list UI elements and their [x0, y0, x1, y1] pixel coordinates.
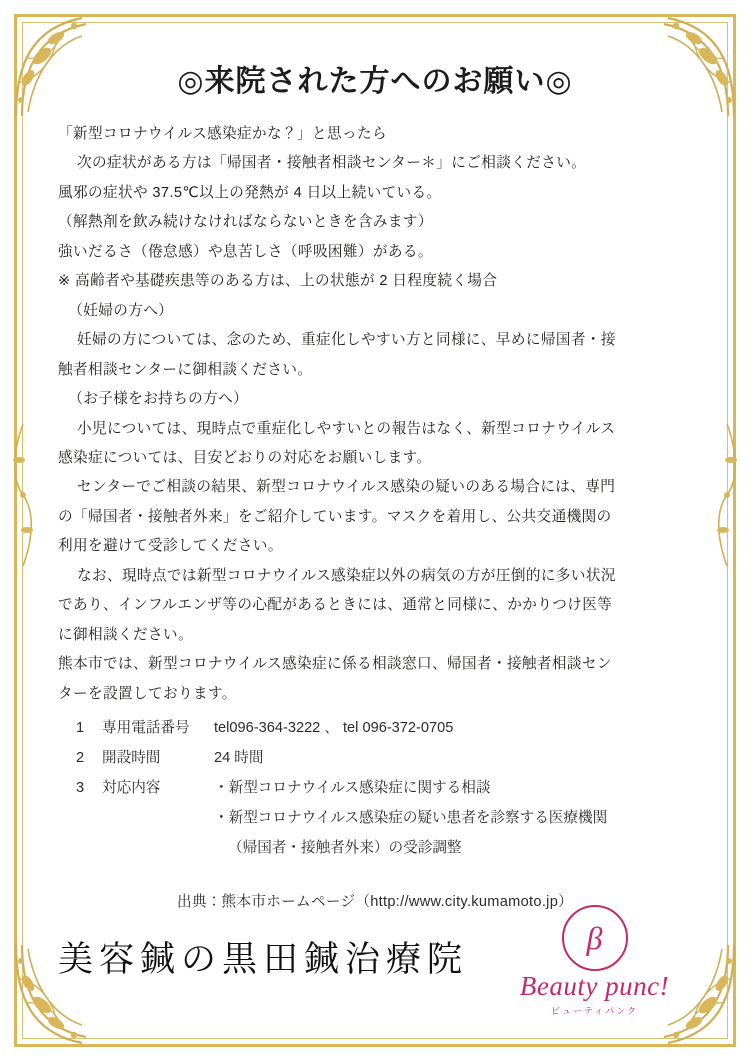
list-item [58, 714, 692, 744]
paragraph-pregnant-body-1: 妊婦の方については、念のため、重症化しやすい方と同様に、早めに帰国者・接 [76, 332, 616, 349]
list-item-number: 3 [76, 779, 85, 796]
list-item-value: 24 時間 [214, 749, 264, 766]
clinic-name: 美容鍼の黒田鍼治療院 [58, 940, 469, 979]
paragraph-intro: 「新型コロナウイルス感染症かな？」と思ったら [58, 126, 387, 142]
list-item [58, 744, 692, 774]
paragraph-symptom-fever: 風邪の症状や 37.5℃以上の発熱が 4 日以上続いている。 [58, 184, 442, 201]
list-item-label: 対応内容 [102, 779, 161, 796]
paragraph-pregnant-heading: （妊婦の方へ） [68, 302, 174, 319]
paragraph-consult: 次の症状がある方は「帰国者・接触者相談センター＊」にご相談ください。 [76, 155, 587, 172]
paragraph-other-body-2: であり、インフルエンザ等の心配があるときには、通常と同様に、かかりつけ医等 [58, 597, 613, 614]
brand-wordmark: Beauty punc! [519, 971, 670, 1001]
document-body [58, 120, 692, 708]
page-title: ◎来院された方へのお願い◎ [177, 65, 573, 98]
footer-row [58, 905, 702, 1016]
paragraph-symptom-fever-note: （解熱剤を飲み続けなければならないときを含みます） [58, 214, 433, 231]
list-item-value: tel096-364-3222 、 tel 096-372-0705 [214, 720, 454, 737]
paragraph-kumamoto-2: ターを設置しております。 [58, 685, 237, 702]
list-item-label: 開設時間 [102, 749, 161, 766]
brand-subtext: ビューティパンク [550, 1006, 639, 1016]
contact-list [58, 714, 692, 804]
contact-sub-lines [58, 804, 692, 864]
paragraph-children-heading: （お子様をお持ちの方へ） [68, 391, 249, 408]
paragraph-center-body-2: の「帰国者・接触者外来」をご紹介しています。マスクを着用し、公共交通機関の [58, 508, 612, 525]
paragraph-pregnant-body-2: 触者相談センターに御相談ください。 [58, 361, 313, 378]
paragraph-symptom-fatigue: 強いだるさ（倦怠感）や息苦しさ（呼吸困難）がある。 [58, 243, 433, 260]
contact-sub-line: （帰国者・接触者外来）の受診調整 [228, 839, 462, 856]
list-item [58, 774, 692, 804]
paragraph-center-body-1: センターでご相談の結果、新型コロナウイルス感染の疑いのある場合には、専門 [76, 479, 616, 496]
list-item-number: 1 [76, 720, 85, 737]
document-content [58, 40, 692, 911]
paragraph-children-body-2: 感染症については、目安どおりの対応をお願いします。 [58, 449, 432, 466]
list-item-number: 2 [76, 749, 85, 766]
paragraph-other-body-1: なお、現時点では新型コロナウイルス感染症以外の病気の方が圧倒的に多い状況 [76, 567, 616, 584]
list-item-label: 専用電話番号 [102, 720, 190, 737]
paragraph-children-body-1: 小児については、現時点で重症化しやすいとの報告はなく、新型コロナウイルス [76, 420, 616, 437]
paragraph-kumamoto-1: 熊本市では、新型コロナウイルス感染症に係る相談窓口、帰国者・接触者相談セン [58, 656, 612, 673]
list-item-value: ・新型コロナウイルス感染症に関する相談 [214, 779, 491, 796]
paragraph-other-body-3: に御相談ください。 [58, 626, 193, 643]
paragraph-center-body-3: 利用を避けて受診してください。 [58, 538, 283, 555]
paragraph-elderly-note: ※ 高齢者や基礎疾患等のある方は、上の状態が 2 日程度続く場合 [58, 273, 498, 290]
contact-sub-line: ・新型コロナウイルス感染症の疑い患者を診察する医療機関 [214, 809, 608, 826]
brand-beta-icon: β [562, 905, 628, 971]
brand-logo [487, 905, 702, 1016]
source-citation: 出典：熊本市ホームページ（http://www.city.kumamoto.jp） [176, 893, 574, 910]
